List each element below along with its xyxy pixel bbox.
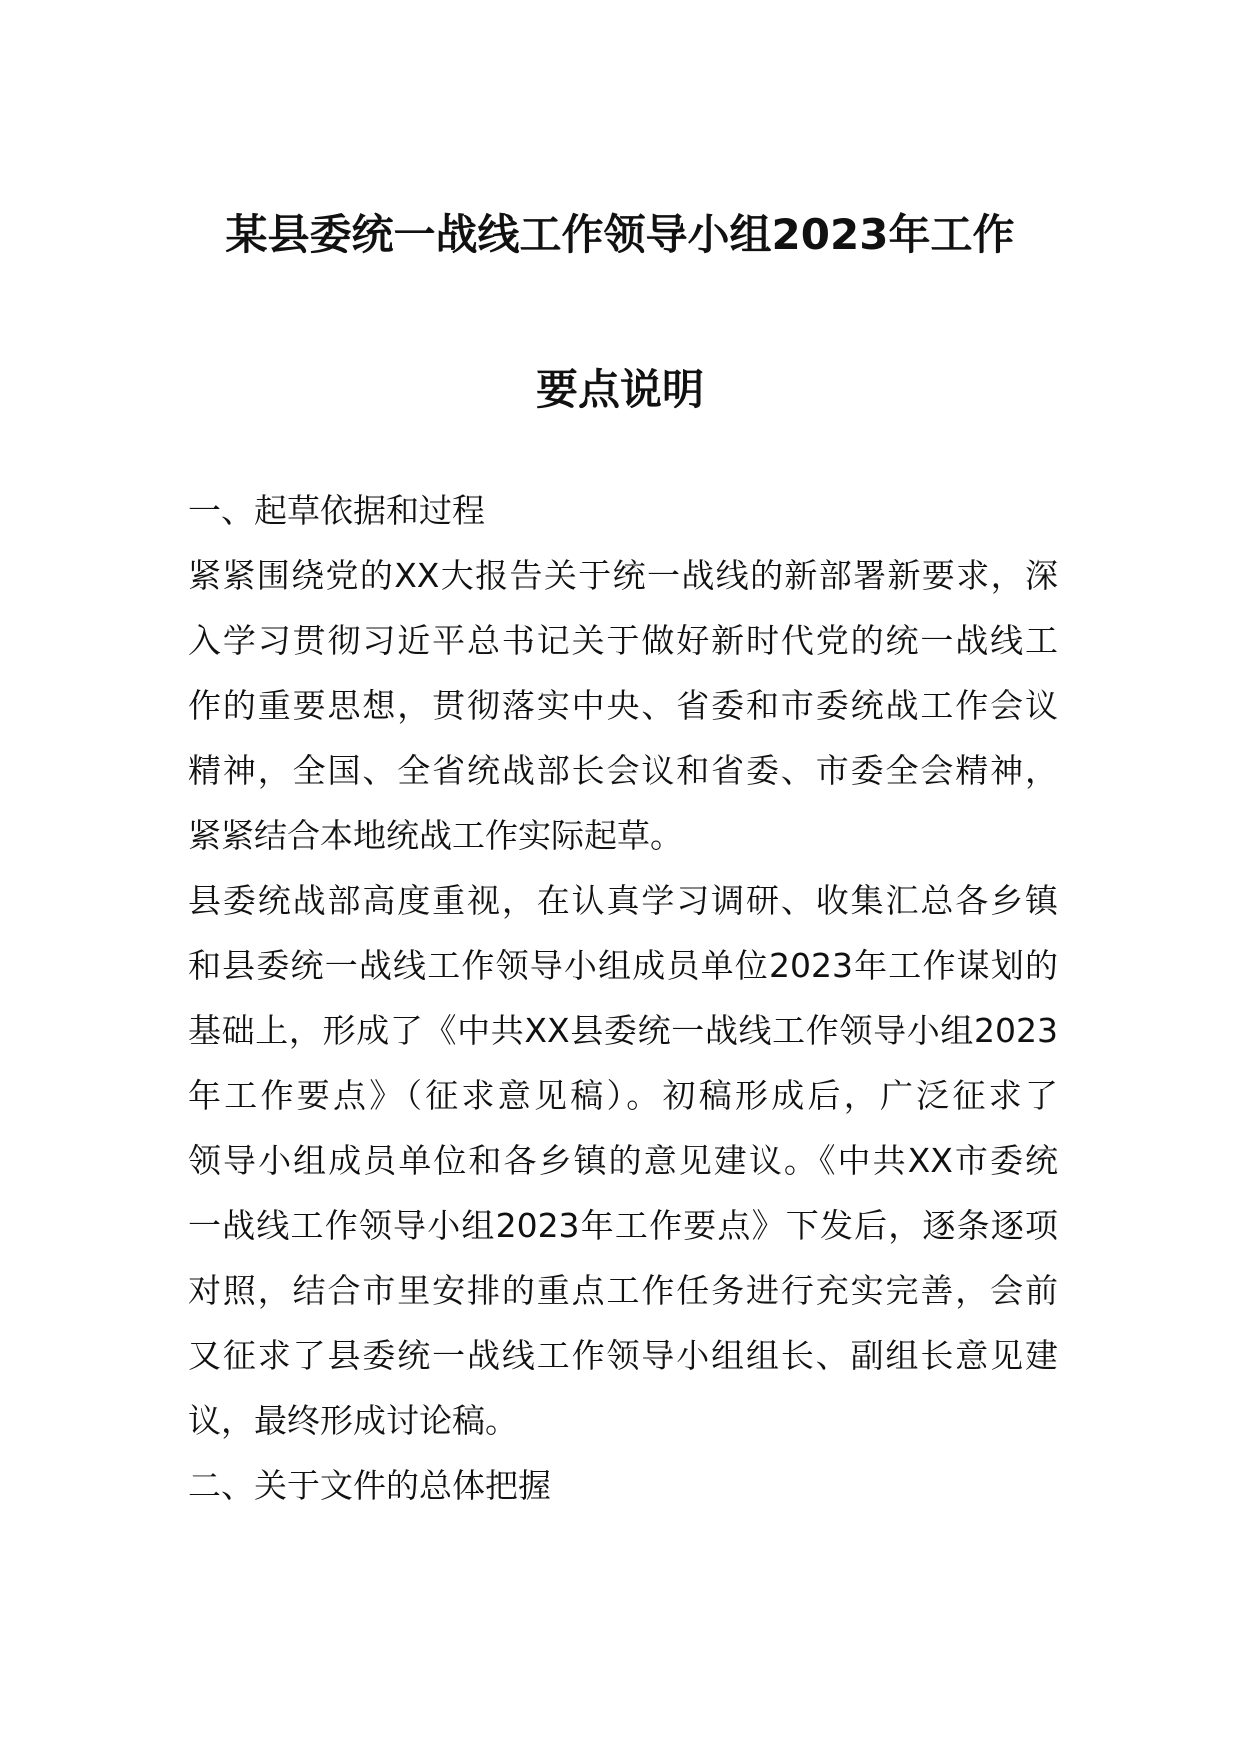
section-1-heading: 一、起草依据和过程	[188, 491, 485, 530]
paragraph-line: 入学习贯彻习近平总书记关于做好新时代党的统一战线工	[188, 621, 1058, 660]
paragraph-line: 县委统战部高度重视，在认真学习调研、收集汇总各乡镇	[188, 881, 1058, 920]
section-2-heading: 二、关于文件的总体把握	[188, 1466, 551, 1505]
paragraph-line: 又征求了县委统一战线工作领导小组组长、副组长意见建	[188, 1336, 1058, 1375]
paragraph-line: 和县委统一战线工作领导小组成员单位2023年工作谋划的	[188, 946, 1058, 985]
document-body	[188, 478, 1058, 1518]
document-title-line-2: 要点说明	[535, 365, 704, 414]
paragraph-line: 紧紧结合本地统战工作实际起草。	[188, 816, 683, 855]
paragraph-line: 对照，结合市里安排的重点工作任务进行充实完善，会前	[188, 1271, 1058, 1310]
paragraph-line: 作的重要思想，贯彻落实中央、省委和市委统战工作会议	[188, 686, 1058, 725]
document-title-line-1: 某县委统一战线工作领导小组2023年工作	[225, 210, 1015, 259]
paragraph-line: 基础上，形成了《中共XX县委统一战线工作领导小组2023	[188, 1011, 1058, 1050]
paragraph-line: 领导小组成员单位和各乡镇的意见建议。《中共XX市委统	[188, 1141, 1058, 1180]
paragraph-line: 年工作要点》（征求意见稿）。初稿形成后，广泛征求了	[188, 1076, 1058, 1115]
paragraph-line: 紧紧围绕党的XX大报告关于统一战线的新部署新要求，深	[188, 556, 1058, 595]
paragraph-line: 精神，全国、全省统战部长会议和省委、市委全会精神，	[188, 751, 1058, 790]
paragraph-line: 一战线工作领导小组2023年工作要点》下发后，逐条逐项	[188, 1206, 1058, 1245]
paragraph-line: 议，最终形成讨论稿。	[188, 1401, 518, 1440]
